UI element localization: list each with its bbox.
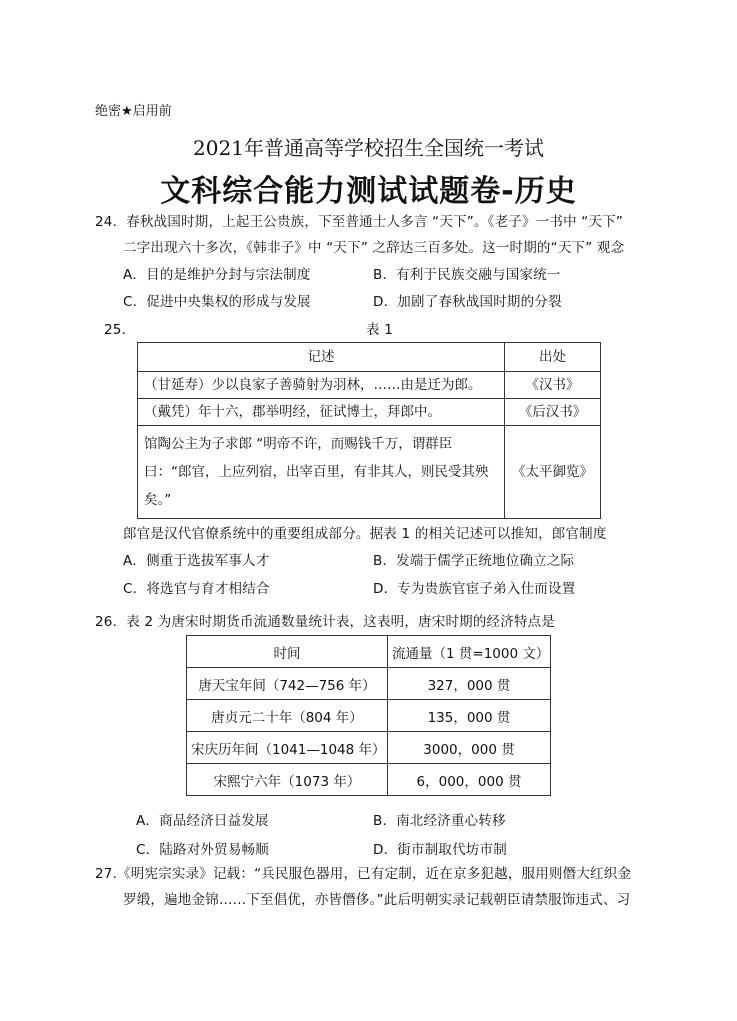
q24-stem-line1: 24．春秋战国时期，上起王公贵族，下至普通士人多言 “天下”。《老子》一书中 “天下” <box>95 214 624 230</box>
table2-header-volume: 流通量（1 贯=1000 文） <box>388 636 551 668</box>
table2-cell-volume: 135，000 贯 <box>388 700 551 732</box>
table2-cell-time: 宋庆历年间（1041—1048 年） <box>187 732 388 764</box>
table2-cell-time: 唐贞元二十年（804 年） <box>187 700 388 732</box>
table1-cell-source: 《后汉书》 <box>505 399 601 426</box>
q26-option-b: B．南北经济重心转移 <box>373 813 506 829</box>
q25-number: 25． <box>104 322 136 338</box>
exam-title: 2021年普通高等学校招生全国统一考试 <box>193 136 544 160</box>
table2-header-time: 时间 <box>187 636 388 668</box>
table2-cell-time: 宋熙宁六年（1073 年） <box>187 764 388 796</box>
q27-stem-line1: 27.《明宪宗实录》记载：“兵民服色器用，已有定制，近在京多犯越，服用则僭大红织金 <box>95 866 632 882</box>
q24-option-b: B．有利于民族交融与国家统一 <box>373 267 561 283</box>
q24-stem-line2: 二字出现六十多次，《韩非子》中 “天下” 之辞达三百多处。这一时期的“天下” 观念 <box>123 240 625 256</box>
q26-option-c: C．陆路对外贸易畅顺 <box>136 842 269 858</box>
q24-option-c: C．促进中央集权的形成与发展 <box>123 294 311 310</box>
q26-stem: 26．表 2 为唐宋时期货币流通数量统计表，这表明，唐宋时期的经济特点是 <box>95 614 556 630</box>
q27-stem-line2: 罗缎，遍地金锦……下至倡优，亦皆僭侈。”此后明朝实录记载朝臣请禁服饰违式、习 <box>123 892 631 908</box>
table2-cell-volume: 3000，000 贯 <box>388 732 551 764</box>
q26-option-a: A．商品经济日益发展 <box>136 813 269 829</box>
q24-option-a: A．目的是维护分封与宗法制度 <box>123 267 311 283</box>
table2 <box>186 635 551 796</box>
table-row <box>187 732 551 764</box>
table1-cell-source: 《汉书》 <box>505 372 601 399</box>
paper-title: 文科综合能力测试试题卷-历史 <box>160 174 577 209</box>
table-row <box>138 372 601 399</box>
table-row <box>187 700 551 732</box>
table1-cell-record: （甘延寿）少以良家子善骑射为羽林，……由是迁为郎。 <box>138 372 505 399</box>
table1-header-record: 记述 <box>138 343 505 372</box>
table2-cell-time: 唐天宝年间（742—756 年） <box>187 668 388 700</box>
table1-cell-source: 《太平御览》 <box>505 426 601 519</box>
table1-cell-record: 馆陶公主为子求郎 “明帝不许，而赐钱千万，谓群臣曰：“郎官，上应列宿，出宰百里，有非其人，则民受其殃矣。” <box>138 426 505 519</box>
q26-option-d: D．街市制取代坊市制 <box>373 842 507 858</box>
table2-header-row <box>187 636 551 668</box>
q25-option-d: D．专为贵族官宦子弟入仕而设置 <box>373 581 576 597</box>
q25-option-c: C．将选官与育才相结合 <box>123 581 270 597</box>
table2-cell-volume: 6，000，000 贯 <box>388 764 551 796</box>
confidential-mark: 绝密★启用前 <box>95 104 172 119</box>
table-row <box>187 668 551 700</box>
q25-option-b: B．发端于儒学正统地位确立之际 <box>373 553 575 569</box>
table1-header-source: 出处 <box>505 343 601 372</box>
q25-option-a: A．侧重于选拔军事人才 <box>123 553 270 569</box>
table1-cell-record: （戴凭）年十六，郡举明经，征试博士，拜郎中。 <box>138 399 505 426</box>
table-row <box>138 399 601 426</box>
table1-header-row <box>138 343 601 372</box>
q25-stem: 郎官是汉代官僚系统中的重要组成部分。据表 1 的相关记述可以推知，郎官制度 <box>123 526 607 542</box>
table1-caption: 表 1 <box>366 322 393 338</box>
q24-option-d: D．加剧了春秋战国时期的分裂 <box>373 294 562 310</box>
table-row <box>187 764 551 796</box>
table1 <box>137 342 601 519</box>
table2-cell-volume: 327，000 贯 <box>388 668 551 700</box>
table-row <box>138 426 601 519</box>
